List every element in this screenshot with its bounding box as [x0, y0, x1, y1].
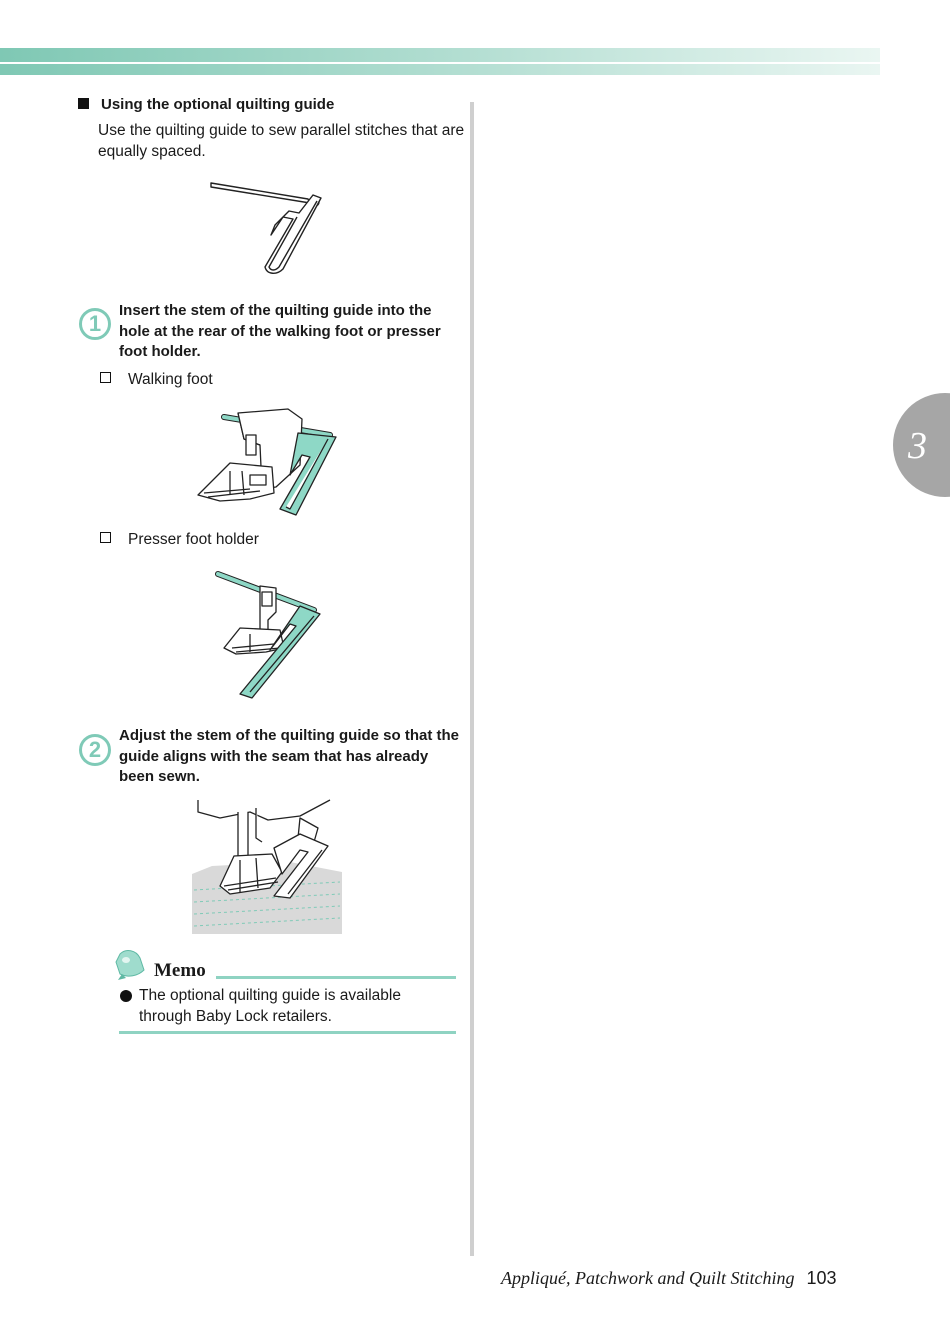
memo-bell-icon [112, 948, 146, 982]
step-1-number: 1 [79, 308, 111, 340]
column-divider [470, 102, 474, 1256]
step-2-text: Adjust the stem of the quilting guide so that the guide aligns with the seam that has already been sewn. [119, 727, 459, 785]
memo-item: The optional quilting guide is available through Baby Lock retailers. [139, 987, 401, 1025]
walking-foot-illustration [190, 405, 345, 520]
section-title-text: Using the optional quilting guide [101, 96, 335, 113]
quilting-guide-illustration [205, 175, 330, 280]
option-presser-foot-holder [100, 531, 259, 549]
memo-bottom-rule [119, 1031, 456, 1034]
memo-title-rule [216, 976, 456, 979]
page-footer [501, 1268, 837, 1289]
sewing-alignment-illustration [190, 798, 345, 936]
header-band-bottom [0, 64, 880, 75]
option-walking-foot-label: Walking foot [128, 371, 213, 388]
footer-chapter-title: Appliqué, Patchwork and Quilt Stitching [501, 1268, 795, 1288]
section-intro: Use the quilting guide to sew parallel stitches that are equally spaced. [98, 122, 465, 160]
chapter-tab-number: 3 [908, 425, 927, 467]
checkbox-icon [100, 372, 111, 383]
memo-title: Memo [154, 960, 206, 981]
square-bullet-icon [78, 98, 89, 109]
page-number: 103 [806, 1268, 837, 1288]
option-presser-foot-holder-label: Presser foot holder [128, 531, 259, 548]
header-band [0, 48, 880, 75]
presser-foot-holder-illustration [210, 568, 325, 703]
section-title [78, 96, 334, 113]
checkbox-icon [100, 532, 111, 543]
option-walking-foot [100, 371, 213, 389]
step-2-number: 2 [79, 734, 111, 766]
header-band-top [0, 48, 880, 62]
round-bullet-icon [120, 990, 132, 1002]
step-1-text: Insert the stem of the quilting guide into the hole at the rear of the walking foot or presser foot holder. [119, 302, 441, 360]
